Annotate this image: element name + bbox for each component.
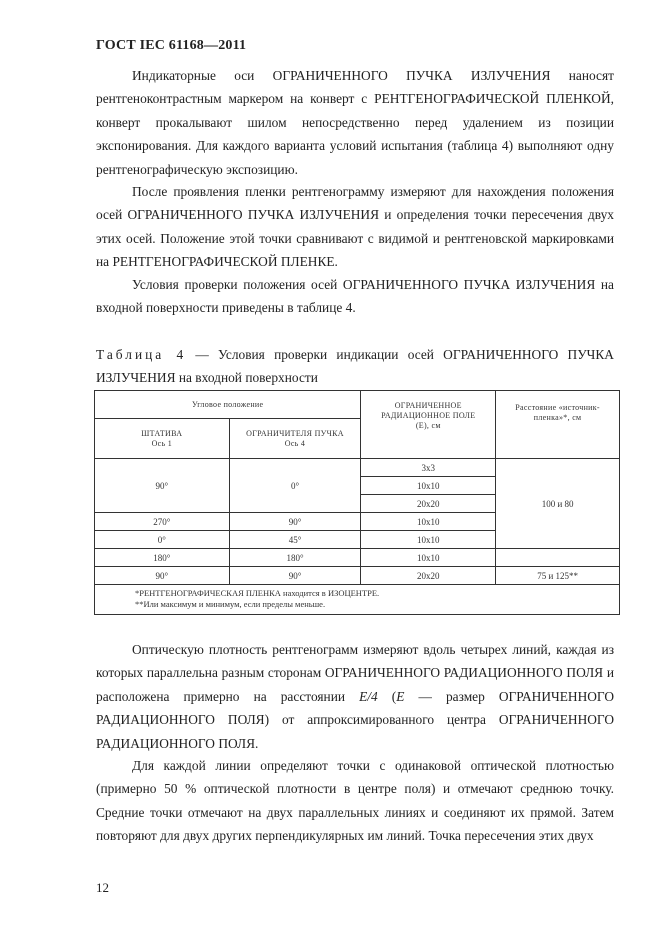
document-header: ГОСТ IEC 61168—2011 xyxy=(96,38,247,53)
paragraph-5 xyxy=(96,754,614,848)
header-limited-field xyxy=(361,391,496,459)
row5-limiter: 90° xyxy=(229,567,361,585)
header-stand-axis: Ось 1 xyxy=(151,438,173,448)
header-limited-field-label: ОГРАНИЧЕННОЕ РАДИАЦИОННОЕ ПОЛЕ xyxy=(381,401,476,420)
paragraph-4 xyxy=(96,638,614,755)
row3-limiter: 45° xyxy=(229,531,361,549)
distance-group-1: 100 и 80 xyxy=(496,459,620,549)
table-caption-label: Таблица 4 xyxy=(96,347,187,362)
paragraph-4-part-b: ( xyxy=(377,688,397,704)
row5-stand: 90° xyxy=(95,567,230,585)
row5-field: 20x20 xyxy=(361,567,496,585)
row1-stand: 90° xyxy=(95,459,230,513)
header-limited-field-unit: (E), см xyxy=(415,421,441,430)
header-source-distance: Расстояние «источник- пленка»*, см xyxy=(496,391,620,459)
paragraph-1 xyxy=(96,64,614,181)
paragraph-1-text: Индикаторные оси ОГРАНИЧЕННОГО ПУЧКА ИЗЛУЧЕНИЯ наносят рентгеноконтрастным маркером на конверт с РЕНТГЕНОГРАФИЧЕСКОЙ ПЛЕНКОЙ, конверт прокалывают шилом непосредственно перед удалением из позиции экспонирования. Для каждого варианта условий испытания (таблица 4) выполняют одну рентгенографическую экспозицию. xyxy=(96,68,614,177)
table-note-2: **Или максимум и минимум, если пределы меньше. xyxy=(135,599,326,609)
page-number: 12 xyxy=(96,880,109,895)
row1-limiter: 0° xyxy=(229,459,361,513)
row2-limiter: 90° xyxy=(229,513,361,531)
table-caption-text: — Условия проверки индикации осей ОГРАНИЧЕННОГО ПУЧКА ИЗЛУЧЕНИЯ на входной поверхности xyxy=(96,347,614,385)
paragraph-4-part-a: Оптическую плотность рентгенограмм измеряют вдоль четырех линий, каждая из которых параллельна разным сторонам ОГРАНИЧЕННОГО РАДИАЦИОННОГО ПОЛЯ и расположена примерно на расстоянии xyxy=(96,642,614,704)
header-limiter-axis: Ось 4 xyxy=(284,438,306,448)
table-note-1: *РЕНТГЕНОГРАФИЧЕСКАЯ ПЛЕНКА находится в ИЗОЦЕНТРЕ. xyxy=(135,588,380,598)
row3-field: 10x10 xyxy=(361,531,496,549)
paragraph-4-e: E xyxy=(396,688,405,704)
row2-stand: 270° xyxy=(95,513,230,531)
paragraph-4-text xyxy=(96,638,614,755)
table-notes xyxy=(95,585,620,615)
header-stand-label: ШТАТИВА xyxy=(141,428,183,438)
row1-field-c: 20x20 xyxy=(361,495,496,513)
row4-limiter: 180° xyxy=(229,549,361,567)
row1-field-b: 10x10 xyxy=(361,477,496,495)
paragraph-5-text: Для каждой линии определяют точки с одинаковой оптической плотностью (примерно 50 % оптической плотности в центре поля) и отмечают среднюю точку. Средние точки отмечают на двух параллельных линиях и соединяют их прямой. Затем повторяют для двух других перпендикулярных им линий. Точка пересечения этих двух xyxy=(96,758,614,844)
table-caption xyxy=(96,343,614,389)
distance-group-2: 75 и 125** xyxy=(496,567,620,585)
paragraph-2 xyxy=(96,180,614,274)
header-stand xyxy=(95,419,230,459)
row4-field: 10x10 xyxy=(361,549,496,567)
paragraph-2-text: После проявления пленки рентгенограмму измеряют для нахождения положения осей ОГРАНИЧЕННОГО ПУЧКА ИЗЛУЧЕНИЯ и определения точки пересечения двух этих осей. Положение этой точки сравнивают с видимой и рентгеновской маркировками на РЕНТГЕНОГРАФИЧЕСКОЙ ПЛЕНКЕ. xyxy=(96,184,614,270)
distance-group-1-tail xyxy=(496,549,620,567)
row3-stand: 0° xyxy=(95,531,230,549)
paragraph-4-e4: E/4 xyxy=(359,688,378,704)
row1-field-a: 3x3 xyxy=(361,459,496,477)
row4-stand: 180° xyxy=(95,549,230,567)
paragraph-4-part-c: — размер ОГРАНИЧЕННОГО РАДИАЦИОННОГО ПОЛЯ) от аппроксимированного центра ОГРАНИЧЕННОГО РАДИАЦИОННОГО ПОЛЯ. xyxy=(96,688,614,751)
header-limiter-label: ОГРАНИЧИТЕЛЯ ПУЧКА xyxy=(246,428,344,438)
row2-field: 10x10 xyxy=(361,513,496,531)
paragraph-3 xyxy=(96,273,614,320)
header-angular-position: Угловое положение xyxy=(95,391,361,419)
paragraph-3-text: Условия проверки положения осей ОГРАНИЧЕННОГО ПУЧКА ИЗЛУЧЕНИЯ на входной поверхности приведены в таблице 4. xyxy=(96,277,614,316)
header-limiter xyxy=(229,419,361,459)
conditions-table xyxy=(94,390,620,615)
